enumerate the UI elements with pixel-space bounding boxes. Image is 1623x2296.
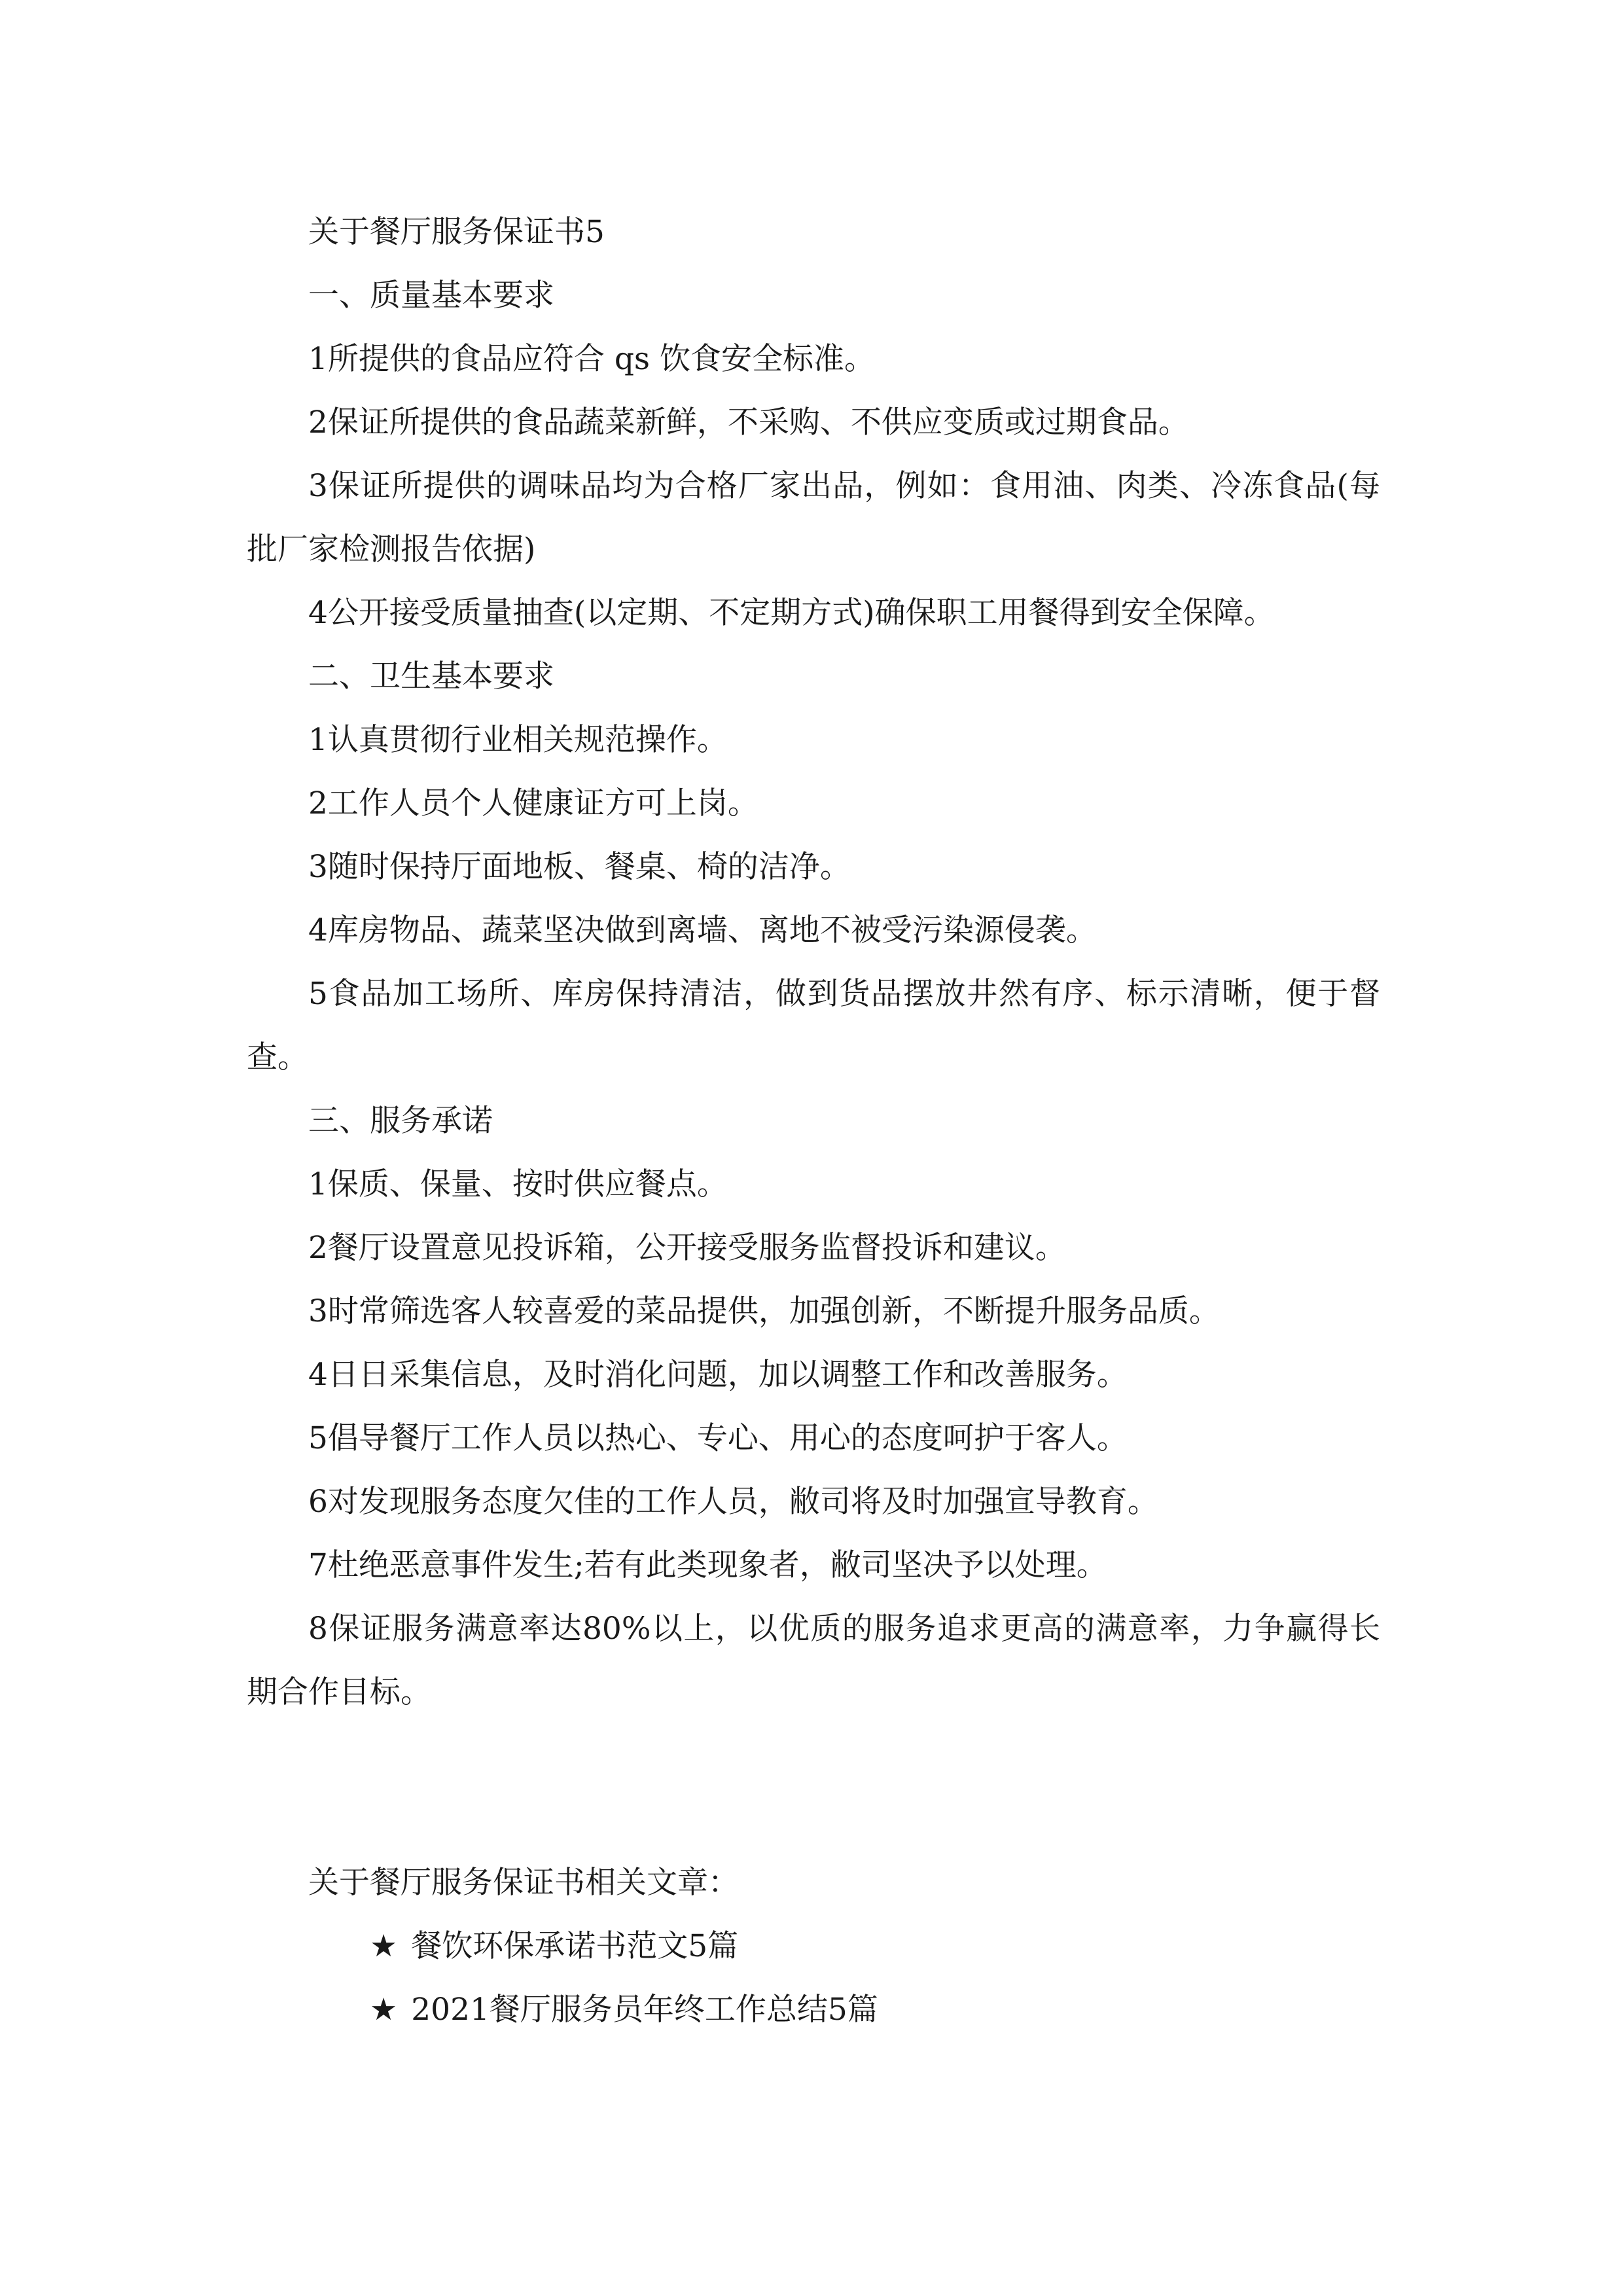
related-article-title[interactable]: 餐饮环保承诺书范文5篇: [411, 1928, 739, 1964]
quality-item-3: 3保证所提供的调味品均为合格厂家出品，例如：食用油、肉类、冷冻食品(每批厂家检测报告依据): [247, 468, 1380, 567]
service-item-5: 5倡导餐厅工作人员以热心、专心、用心的态度呵护于客人。: [308, 1420, 1128, 1456]
service-item-2: 2餐厅设置意见投诉箱，公开接受服务监督投诉和建议。: [308, 1230, 1066, 1266]
hygiene-item-3: 3随时保持厅面地板、餐桌、椅的洁净。: [308, 849, 851, 885]
star-icon: ★: [370, 1992, 398, 2028]
section-heading-hygiene: 二、卫生基本要求: [308, 658, 554, 694]
document-title: 关于餐厅服务保证书5: [308, 214, 605, 250]
related-articles-heading: 关于餐厅服务保证书相关文章：: [308, 1865, 739, 1901]
section-heading-quality: 一、质量基本要求: [308, 278, 554, 314]
document-body: [247, 200, 1380, 2041]
service-item-4: 4日日采集信息，及时消化问题，加以调整工作和改善服务。: [308, 1357, 1128, 1393]
service-item-3: 3时常筛选客人较喜爱的菜品提供，加强创新，不断提升服务品质。: [308, 1293, 1220, 1329]
service-item-6: 6对发现服务态度欠佳的工作人员，敝司将及时加强宣导教育。: [308, 1484, 1158, 1520]
quality-item-2: 2保证所提供的食品蔬菜新鲜，不采购、不供应变质或过期食品。: [308, 404, 1189, 440]
related-article-link-1[interactable]: [247, 1914, 1380, 1978]
section-heading-service: 三、服务承诺: [308, 1103, 493, 1139]
related-article-link-2[interactable]: [247, 1978, 1380, 2041]
service-item-8: 8保证服务满意率达80%以上，以优质的服务追求更高的满意率，力争赢得长期合作目标。: [247, 1611, 1380, 1710]
quality-item-4: 4公开接受质量抽查(以定期、不定期方式)确保职工用餐得到安全保障。: [308, 595, 1275, 631]
hygiene-item-2: 2工作人员个人健康证方可上岗。: [308, 785, 758, 821]
service-item-7: 7杜绝恶意事件发生;若有此类现象者，敝司坚决予以处理。: [308, 1547, 1107, 1583]
hygiene-item-5: 5食品加工场所、库房保持清洁，做到货品摆放井然有序、标示清晰，便于督查。: [247, 976, 1380, 1075]
related-article-title[interactable]: 2021餐厅服务员年终工作总结5篇: [411, 1992, 878, 2028]
hygiene-item-1: 1认真贯彻行业相关规范操作。: [308, 722, 728, 758]
hygiene-item-4: 4库房物品、蔬菜坚决做到离墙、离地不被受污染源侵袭。: [308, 912, 1097, 948]
section-spacer: [247, 1724, 1380, 1851]
service-item-1: 1保质、保量、按时供应餐点。: [308, 1166, 728, 1202]
quality-item-1: 1所提供的食品应符合 qs 饮食安全标准。: [308, 341, 875, 377]
star-icon: ★: [370, 1928, 398, 1964]
